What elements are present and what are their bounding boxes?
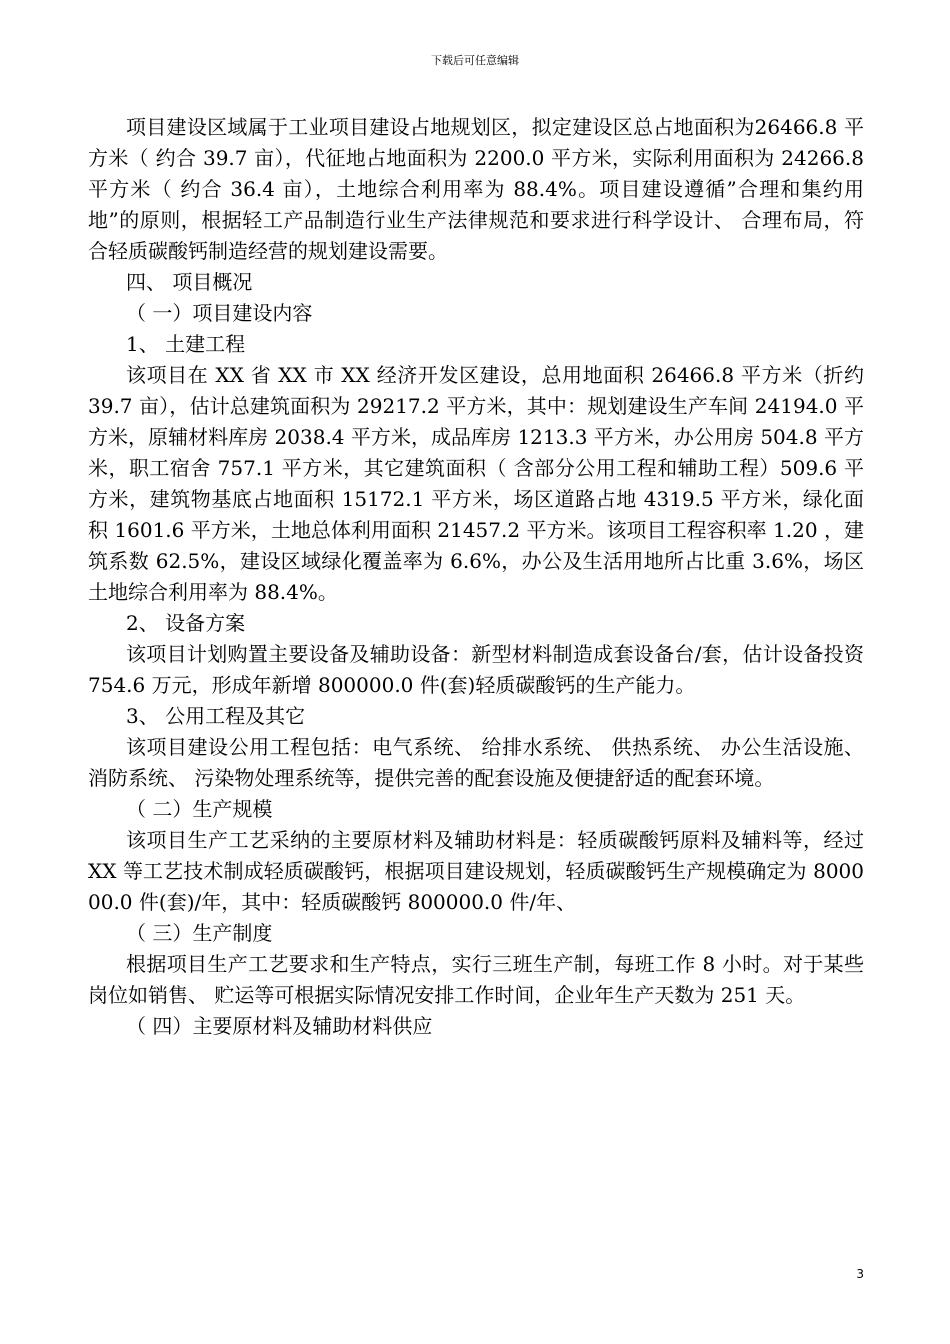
heading-construction-content: （ 一）项目建设内容 — [126, 301, 313, 325]
document-body — [88, 112, 864, 1042]
paragraph-equipment-plan: 该项目计划购置主要设备及辅助设备：新型材料制造成套设备台/套，估计设备投资 754.6 万元，形成年新增 800000.0 件(套)轻质碳酸钙的生产能力。 — [88, 642, 864, 697]
heading-public-works: 3、 公用工程及其它 — [126, 704, 306, 728]
paragraph-civil-works: 该项目在 XX 省 XX 市 XX 经济开发区建设，总用地面积 26466.8 平方米（折约 39.7 亩），估计总建筑面积为 29217.2 平方米，其中：规划建设生产车间 24194.0 平方米，原辅材料库房 2038.4 平方米，成品库房 1213.3 平方米，办公用房 504.8 平方米，职工宿舍 757.1 平方米，其它建筑面积（ 含部分公用工程和辅助工程）509.6 平方米，建筑物基底占地面积 15172.1 平方米，场区道路占地 4319.5 平方米，绿化面积 1601.6 平方米，土地总体利用面积 21457.2 平方米。该项目工程容积率 1.20 ，建筑系数 62.5%，建设区域绿化覆盖率为 6.6%，办公及生活用地所占比重 3.6%，场区土地综合利用率为 88.4%。 — [88, 363, 864, 604]
page-number: 3 — [856, 1267, 864, 1281]
paragraph-production-system: 根据项目生产工艺要求和生产特点，实行三班生产制，每班工作 8 小时。对于某些岗位如销售、 贮运等可根据实际情况安排工作时间，企业年生产天数为 251 天。 — [88, 952, 864, 1007]
heading-civil-works: 1、 土建工程 — [126, 332, 246, 356]
paragraph-land-use: 项目建设区域属于工业项目建设占地规划区，拟定建设区总占地面积为26466.8 平方米（ 约合 39.7 亩），代征地占地面积为 2200.0 平方米，实际利用面积为 24266.8 平方米（ 约合 36.4 亩），土地综合利用率为 88.4%。项目建设遵循”合理和集约用地”的原则，根据轻工产品制造行业生产法律规范和要求进行科学设计、 合理布局，符合轻质碳酸钙制造经营的规划建设需要。 — [88, 115, 864, 263]
page-header-note: 下载后可任意编辑 — [431, 54, 519, 67]
heading-equipment-plan: 2、 设备方案 — [126, 611, 246, 635]
paragraph-public-works: 该项目建设公用工程包括：电气系统、 给排水系统、 供热系统、 办公生活设施、 消防系统、 污染物处理系统等，提供完善的配套设施及便捷舒适的配套环境。 — [88, 735, 864, 790]
heading-production-system: （ 三）生产制度 — [126, 921, 273, 945]
heading-project-overview: 四、 项目概况 — [126, 270, 253, 294]
heading-material-supply: （ 四）主要原材料及辅助材料供应 — [126, 1014, 433, 1038]
paragraph-production-scale: 该项目生产工艺采纳的主要原材料及辅助材料是：轻质碳酸钙原料及辅料等，经过 XX 等工艺技术制成轻质碳酸钙，根据项目建设规划，轻质碳酸钙生产规模确定为 800000.0 件(套)/年，其中：轻质碳酸钙 800000.0 件/年、 — [88, 828, 864, 914]
heading-production-scale: （ 二）生产规模 — [126, 797, 273, 821]
